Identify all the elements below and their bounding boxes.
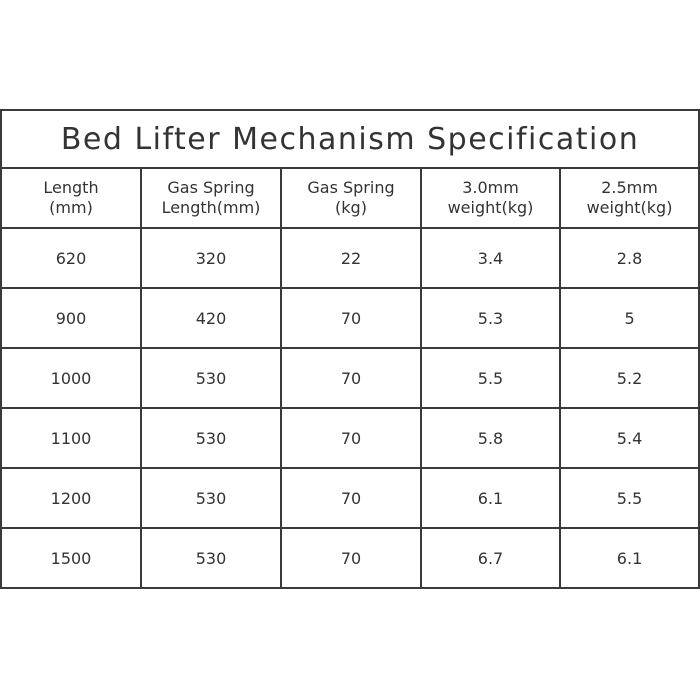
header-row xyxy=(1,168,699,228)
cell-gas-spring-length: 320 xyxy=(141,228,281,288)
cell-3mm-weight: 5.8 xyxy=(421,408,560,468)
cell-gas-spring-length: 530 xyxy=(141,528,281,588)
cell-length: 900 xyxy=(1,288,141,348)
cell-gas-spring-kg: 70 xyxy=(281,468,421,528)
header-length-line1: Length xyxy=(43,178,99,197)
spec-table xyxy=(0,109,700,589)
header-length xyxy=(1,168,141,228)
header-3mm-weight xyxy=(421,168,560,228)
header-length-line2: (mm) xyxy=(49,198,93,217)
cell-3mm-weight: 5.3 xyxy=(421,288,560,348)
header-2-5mm-weight-line2: weight(kg) xyxy=(586,198,673,217)
cell-gas-spring-kg: 70 xyxy=(281,348,421,408)
cell-2-5mm-weight: 5.2 xyxy=(560,348,699,408)
table-row xyxy=(1,288,699,348)
cell-2-5mm-weight: 5 xyxy=(560,288,699,348)
cell-gas-spring-length: 530 xyxy=(141,468,281,528)
header-2-5mm-weight-line1: 2.5mm xyxy=(601,178,658,197)
header-gas-spring-length-line1: Gas Spring xyxy=(167,178,255,197)
header-3mm-weight-line1: 3.0mm xyxy=(462,178,519,197)
table-row xyxy=(1,348,699,408)
cell-3mm-weight: 5.5 xyxy=(421,348,560,408)
header-gas-spring-length-line2: Length(mm) xyxy=(161,198,261,217)
header-2-5mm-weight xyxy=(560,168,699,228)
table-row xyxy=(1,468,699,528)
header-gas-spring-kg-line2: (kg) xyxy=(335,198,367,217)
cell-length: 1500 xyxy=(1,528,141,588)
cell-3mm-weight: 3.4 xyxy=(421,228,560,288)
cell-2-5mm-weight: 5.5 xyxy=(560,468,699,528)
cell-length: 1200 xyxy=(1,468,141,528)
header-gas-spring-length xyxy=(141,168,281,228)
cell-length: 1000 xyxy=(1,348,141,408)
cell-3mm-weight: 6.7 xyxy=(421,528,560,588)
cell-length: 1100 xyxy=(1,408,141,468)
cell-gas-spring-length: 530 xyxy=(141,408,281,468)
header-3mm-weight-line2: weight(kg) xyxy=(447,198,534,217)
table-row xyxy=(1,228,699,288)
table-row xyxy=(1,408,699,468)
cell-length: 620 xyxy=(1,228,141,288)
cell-3mm-weight: 6.1 xyxy=(421,468,560,528)
cell-gas-spring-kg: 70 xyxy=(281,408,421,468)
header-gas-spring-kg-line1: Gas Spring xyxy=(307,178,395,197)
table-title: Bed Lifter Mechanism Specification xyxy=(1,110,699,168)
cell-gas-spring-kg: 22 xyxy=(281,228,421,288)
cell-gas-spring-kg: 70 xyxy=(281,288,421,348)
cell-gas-spring-kg: 70 xyxy=(281,528,421,588)
cell-2-5mm-weight: 6.1 xyxy=(560,528,699,588)
title-row xyxy=(1,110,699,168)
cell-gas-spring-length: 530 xyxy=(141,348,281,408)
cell-2-5mm-weight: 5.4 xyxy=(560,408,699,468)
table-row xyxy=(1,528,699,588)
cell-gas-spring-length: 420 xyxy=(141,288,281,348)
cell-2-5mm-weight: 2.8 xyxy=(560,228,699,288)
header-gas-spring-kg xyxy=(281,168,421,228)
